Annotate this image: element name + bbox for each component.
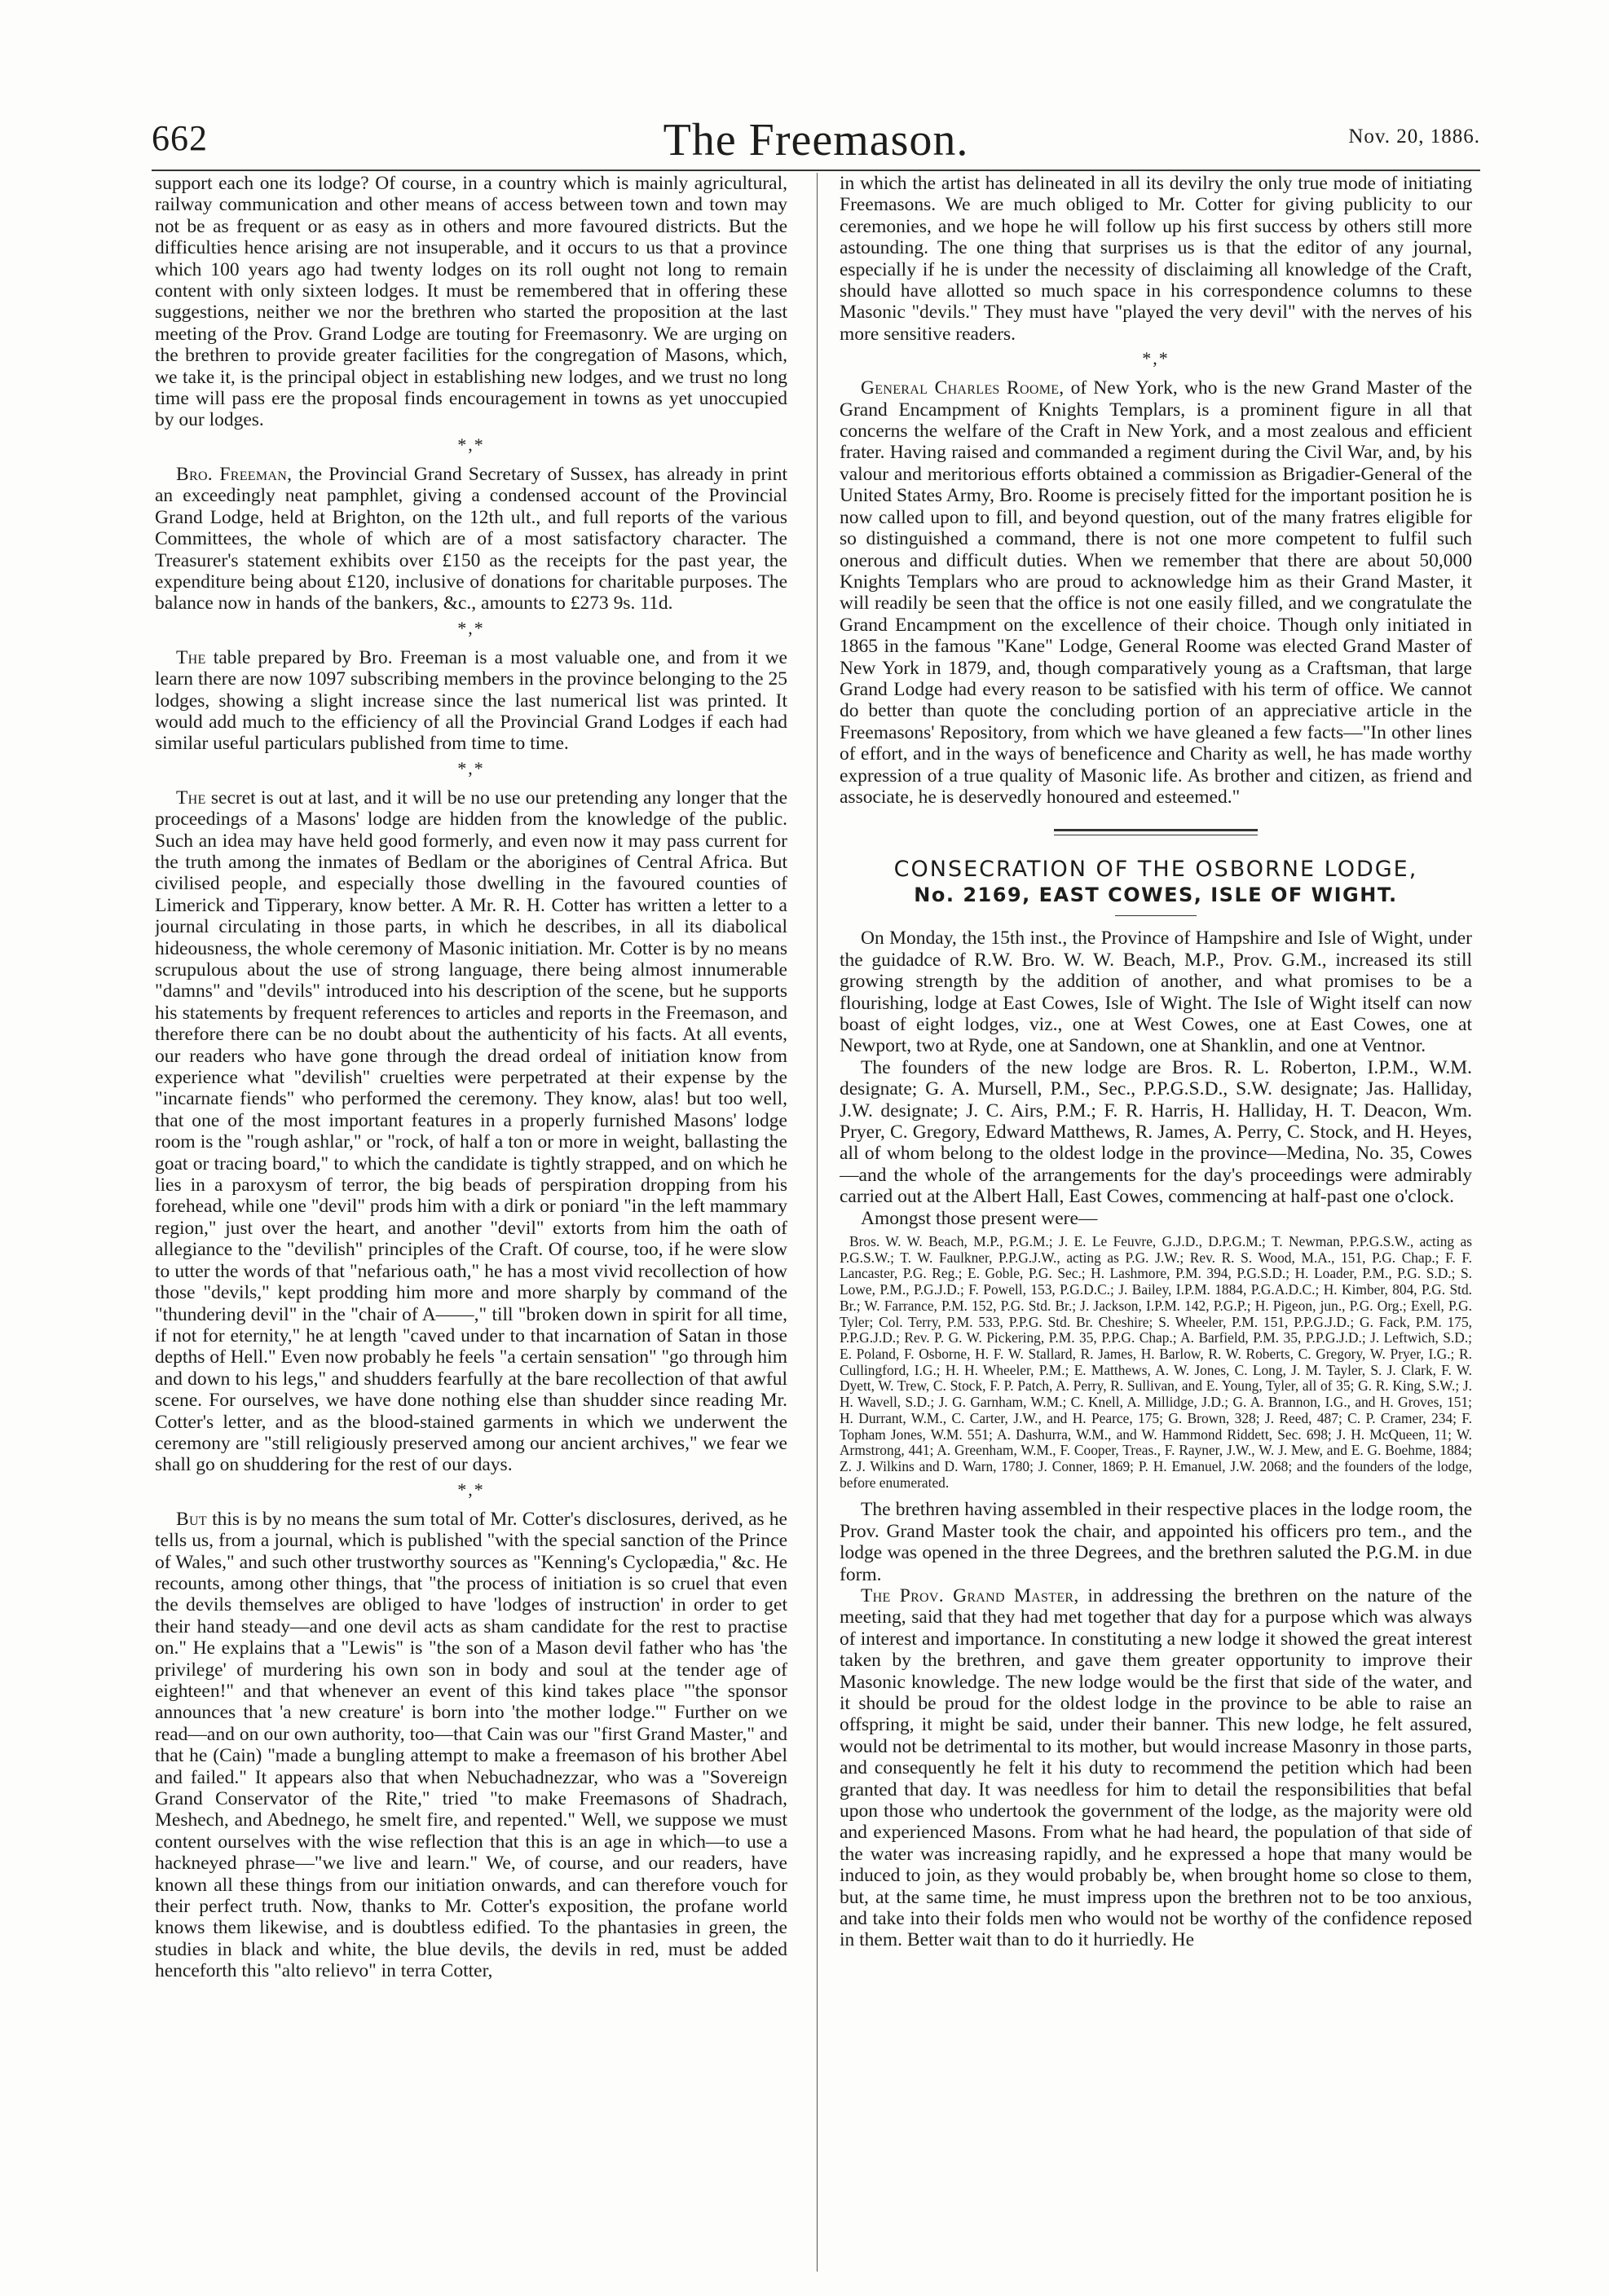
header-rule	[152, 170, 1480, 171]
paragraph-body: this is by no means the sum total of Mr. Cotter's disclosures, derived, as he tells us, from a journal, which is published "with the special sanction of the Prince of Wales," and such other trustworthy sources as "Kenning's Cyclopædia," &c. He recounts, among other things, that "the process of initiation is so cruel that even the devils themselves are obliged to have 'lodges of instruction' in order to get their hand steady—and one devil acts as sham candidate for the rest to practise on." He explains that a "Lewis" is "the son of a Mason devil father who has 'the privilege' of murdering his own son in body and soul at the tender age of eighteen!" and that whenever an event of this kind takes place "'the sponsor announces that 'a new creature' is born into 'the mother lodge.'" Further on we read—and on our own authority, too—that Cain was our "first Grand Master," and that he (Cain) "made a bungling attempt to make a freemason of his brother Abel and failed." It appears also that when Nebuchadnezzar, who was a "Sovereign Grand Conservator of the Rite," tried "to make Freemasons of Shadrach, Meshech, and Abednego, he smelt fire, and repented." Well, we suppose we must content ourselves with the wise reflection that this is an age in which—to use a hackneyed phrase—"we live and learn." We, of course, and our readers, have known all these things from our initiation onwards, and can therefore vouch for their perfect truth. Now, thanks to Mr. Cotter's exposition, the profane world knows them likewise, and is doubtless edified. To the phantasies in green, the studies in black and white, the blue devils, the devils in red, must be added henceforth this "alto relievo" in terra Cotter,	[155, 1508, 787, 1982]
column-divider	[817, 173, 818, 2272]
issue-date: Nov. 20, 1886.	[1348, 126, 1480, 148]
section-separator	[155, 1476, 787, 1509]
section-separator	[840, 345, 1472, 377]
left-column	[155, 173, 787, 2276]
article-divider	[1054, 829, 1258, 835]
attendee-list: Bros. W. W. Beach, M.P., P.G.M.; J. E. Le Feuvre, G.J.D., D.P.G.M.; T. Newman, P.P.G.S.W., acting as P.G.S.W.; T. W. Faulkner, P.P.G.J.W., acting as P.G. J.W.; Rev. R. S. Wood, M.A., 151, P.G. Chap.; F. F. Lancaster, P.G. Reg.; E. Goble, P.G. Sec.; H. Lashmore, P.M. 394, P.G.S.D.; H. Loader, P.M., P.G. S.D.; S. Lowe, P.M., P.G.J.D.; F. Powell, 153, P.G.D.C.; J. Bailey, I.P.M. 1884, P.G.A.D.C.; H. Kimber, 804, P.G. Std. Br.; W. Farrance, P.M. 152, P.G. Std. Br.; J. Jackson, I.P.M. 142, P.G.P.; H. Pigeon, jun., P.G. Org.; Exell, P.G. Tyler; Col. Terry, P.M. 533, P.P.G. Std. Br. Cheshire; S. Wheeler, P.M. 151, P.P.G.J.D.; G. Fack, P.M. 175, P.P.G.J.D.; Rev. P. G. W. Pickering, P.M. 35, P.P.G. Chap.; A. Barfield, P.M. 35, P.P.G.J.D.; J. Leftwich, S.D.; E. Poland, F. Osborne, H. F. W. Stallard, R. James, H. Barlow, R. W. Roberts, C. Gregory, W. Pryer, I.G.; R. Cullingford, I.G.; H. H. Wheeler, P.M.; E. Matthews, A. W. Jones, C. Long, J. M. Tayler, S. J. Clark, F. W. Dyett, W. Trew, C. Stock, F. P. Patch, A. Perry, R. Sullivan, and E. Young, Tyler, all of 35; G. R. King, S.W.; J. H. Wavell, S.D.; J. G. Garnham, W.M.; C. Knell, A. Millidge, J.D.; G. A. Brannon, I.G., and H. Groves, 151; H. Durrant, W.M., C. Carter, J.W., and H. Pearce, 175; G. Brown, 328; J. Reed, 487; C. P. Cramer, 234; F. Topham Jones, W.M. 551; A. Dashurra, W.M., and W. Hammond Riddett, Sec. 698; J. H. McQueen, 11; W. Armstrong, 441; A. Greenham, W.M., F. Cooper, Treas., F. Rayner, J.W., W. J. Mew, and E. G. Boehme, 1884; Z. J. Wilkins and D. Warn, 1780; J. Conner, 1869; P. H. Emanuel, J.W. 2068; and the founders of the lodge, before enumerated.	[840, 1233, 1472, 1491]
paragraph-lead: The	[176, 787, 206, 809]
paragraph-lead: But	[176, 1508, 207, 1530]
article-paragraph	[155, 787, 787, 1476]
paragraph-body: in addressing the brethren on the nature of the meeting, said that they had met together that day for a purpose which was always of interest and importance. In constituting a new lodge it showed the great interest taken by the brethren, and gave them greater opportunity to improve their Masonic knowledge. The new lodge would be the first that side of the water, and it should be proud for the oldest lodge in the province to be able to raise an offspring, it might be said, under their banner. This new lodge, he felt assured, would not be detrimental to its mother, but would increase Masonry in those parts, and consequently he felt it his duty to recommend the petition which had been granted that day. It was needless for him to detail the responsibilities that befal upon those who undertook the government of the lodge, as the majority were old and experienced Masons. From what he had heard, the population of that side of the water was increasing rapidly, and he expressed a hope that many would be induced to join, as they would probably be, when brought home so close to them, but, at the same time, he must impress upon the brethren not to be too anxious, and take into their folds men who would not be worthy of the confidence reposed in them. Better wait than to do it hurriedly. He	[840, 1584, 1472, 1951]
section-separator	[155, 615, 787, 647]
article-paragraph	[155, 464, 787, 615]
paragraph-lead: General Charles Roome,	[861, 377, 1065, 399]
article-paragraph: On Monday, the 15th inst., the Province of Hampshire and Isle of Wight, under the guidadce of R.W. Bro. W. W. Beach, M.P., Prov. G.M., increased its still growing strength by the addition of another, and what promises to be a flourishing, lodge at East Cowes, Isle of Wight. The Isle of Wight itself can now boast of eight lodges, viz., one at West Cowes, one at East Cowes, one at Newport, two at Ryde, one at Sandown, one at Shanklin, and one at Ventnor.	[840, 928, 1472, 1057]
paragraph-lead: Bro. Freeman,	[176, 463, 293, 485]
asterism: *,*	[1142, 348, 1170, 369]
page-header	[152, 114, 1480, 168]
article-paragraph: The founders of the new lodge are Bros. R. L. Roberton, I.P.M., W.M. designate; G. A. Mursell, P.M., Sec., P.P.G.S.D., S.W. designate; Jas. Halliday, J.W. designate; J. C. Airs, P.M.; F. R. Harris, H. Halliday, H. T. Deacon, Wm. Pryer, C. Gregory, Edward Matthews, R. James, A. Perry, C. Stock, and H. Heyes, all of whom belong to the oldest lodge in the province—Medina, No. 35, Cowes—and the whole of the arrangements for the day's proceedings were admirably carried out at the Albert Hall, East Cowes, commencing at half-past one o'clock.	[840, 1056, 1472, 1208]
page-number: 662	[152, 118, 208, 158]
asterism: *,*	[457, 617, 485, 638]
masthead-title: The Freemason.	[663, 115, 969, 165]
paragraph-body: table prepared by Bro. Freeman is a most valuable one, and from it we learn there are now 1097 subscribing members in the province belonging to the 25 lodges, showing a slight increase since the last numerical list was printed. It would add much to the efficiency of all the Provincial Grand Lodges if each had similar useful particulars published from time to time.	[155, 646, 787, 755]
asterism: *,*	[457, 1479, 485, 1500]
asterism: *,*	[457, 434, 485, 455]
article-paragraph: Amongst those present were—	[861, 1207, 1098, 1229]
article-paragraph: The brethren having assembled in their respective places in the lodge room, the Prov. Grand Master took the chair, and appointed his officers pro tem., and the lodge was opened in the three Degrees, and the brethren saluted the P.G.M. in due form.	[840, 1499, 1472, 1585]
article-paragraph	[155, 1509, 787, 1982]
paragraph-lead: The	[176, 646, 206, 668]
section-separator	[155, 431, 787, 464]
article-paragraph: support each one its lodge? Of course, in a country which is mainly agricultural, railway communication and other means of access between town and town may not be as frequent or as easy as in others and more favoured districts. But the difficulties hence arising are not insuperable, and it occurs to us that a province which 100 years ago had twenty lodges on its roll ought not long to remain content with only sixteen lodges. It must be remembered that in offering these suggestions, neither we nor the brethren who started the proposition at the last meeting of the Prov. Grand Lodge are touting for Freemasonry. We are urging on the brethren to provide greater facilities for the congregation of Masons, which, we take it, is the principal object in establishing new lodges, and we trust no long time will pass ere the proposal finds encouragement in towns as yet unoccupied by our lodges.	[155, 173, 787, 431]
section-separator	[155, 755, 787, 787]
article-heading: CONSECRATION OF THE OSBORNE LODGE,	[893, 857, 1418, 883]
article-paragraph: in which the artist has delineated in all its devilry the only true mode of initiating Freemasons. We are much obliged to Mr. Cotter for giving publicity to our ceremonies, and we hope he will follow up his first success by others still more astounding. The one thing that surprises us is that the editor of any journal, especially if he is under the necessity of disclaiming all knowledge of the Craft, should have allotted so much space in his correspondence columns to these Masonic "devils." They must have "played the very devil" with the nerves of his more sensitive readers.	[840, 173, 1472, 345]
right-column	[840, 173, 1472, 2276]
paragraph-body: secret is out at last, and it will be no use our pretending any longer that the proceedings of a Masons' lodge are hidden from the knowledge of the public. Such an idea may have held good formerly, and even now it may pass current for the truth among the inmates of Bedlam or the aborigines of Central Africa. But civilised people, and especially those dwelling in the favoured counties of Limerick and Tipperary, know better. A Mr. R. H. Cotter has written a letter to a journal circulating in those parts, in which he describes, in all its diabolical hideousness, the whole ceremony of Masonic initiation. Mr. Cotter is by no means scrupulous about the use of strong language, there being almost innumerable "damns" and "devils" introduced into his description of the scene, but he supports his statements by frequent references to articles and reports in the Freemason, and therefore there can be no doubt about the authenticity of his facts. At all events, our readers who have gone through the dread ordeal of initiation know from experience what "devilish" cruelties were perpetrated at their expense by the "incarnate fiends" who performed the ceremony. They know, alas! but too well, that one of the most important features in a properly furnished Masons' lodge room is the "rough ashlar," or "rock, of half a ton or more in weight, ballasting the goat or tracing board," to which the candidate is tightly strapped, and on which he lies in a paroxysm of terror, the big beads of perspiration dropping from his forehead, while one "devil" prods him with a dirk or poniard "in the left mammary region," just over the heart, and another "devil" extorts from him the oath of allegiance to the "devilish" principles of the Craft. Of course, too, if he were slow to utter the words of that "nefarious oath," he has a most vivid recollection of how those "devils," kept prodding him more and more sharply by command of the "thundering devil" in the "chair of A——," till "broken down in spirit for all time, if not for eternity," he at length "caved under to that incarnation of Satan in those depths of Hell." Even now probably he feels "a certain sensation" "go through him and down to his legs," and shudders fearfully at the bare recollection of that awful scene. For ourselves, we have done nothing else than shudder since reading Mr. Cotter's letter, and as the blood-stained garments in which we underwent the ceremony are "still religiously preserved among our ancient archives," we fear we shall go on shuddering for the rest of our days.	[155, 787, 787, 1476]
article-paragraph	[155, 647, 787, 755]
paragraph-body: of New York, who is the new Grand Master of the Grand Encampment of Knights Templars, is a prominent figure in all that concerns the welfare of the Craft in New York, and a most zealous and efficient frater. Having raised and commanded a regiment during the Civil War, and, by his valour and meritorious efforts obtained a commission as Brigadier-General of the United States Army, Bro. Roome is precisely fitted for the important position he is now called upon to fill, and beyond question, out of the many fratres eligible for so distinguished a command, there is not one more competent to fulfil such onerous and difficult duties. When we remember that there are about 50,000 Knights Templars who are proud to acknowledge him as their Grand Master, it will readily be seen that the office is not one easily filled, and we congratulate the Grand Encampment on the excellence of their choice. Though only initiated in 1865 in the famous "Kane" Lodge, General Roome was elected Grand Master of New York in 1879, and, though comparatively young as a Craftsman, that large Grand Lodge had every reason to be satisfied with his term of office. We cannot do better than quote the concluding portion of an appreciative article in the Freemasons' Repository, from which we have gleaned a few facts—"In other lines of effort, and in the ways of beneficence and Charity as well, he has made worthy expression of a true quality of Masonic life. As brother and citizen, as friend and associate, he is deservedly honoured and esteemed."	[840, 377, 1472, 808]
heading-rule	[1115, 915, 1197, 916]
asterism: *,*	[457, 757, 485, 778]
paragraph-lead: The Prov. Grand Master,	[861, 1584, 1079, 1606]
article-subheading: No. 2169, EAST COWES, ISLE OF WIGHT.	[914, 884, 1398, 907]
article-paragraph	[840, 1585, 1472, 1951]
paragraph-body: the Provincial Grand Secretary of Sussex, has already in print an exceedingly neat pamphlet, giving a condensed account of the Provincial Grand Lodge, held at Brighton, on the 12th ult., and full reports of the various Committees, the whole of which are of a most satisfactory character. The Treasurer's statement exhibits over £150 as the receipts for the past year, the expenditure being about £120, inclusive of donations for charitable purposes. The balance now in hands of the bankers, &c., amounts to £273 9s. 11d.	[155, 463, 787, 615]
article-paragraph	[840, 377, 1472, 808]
